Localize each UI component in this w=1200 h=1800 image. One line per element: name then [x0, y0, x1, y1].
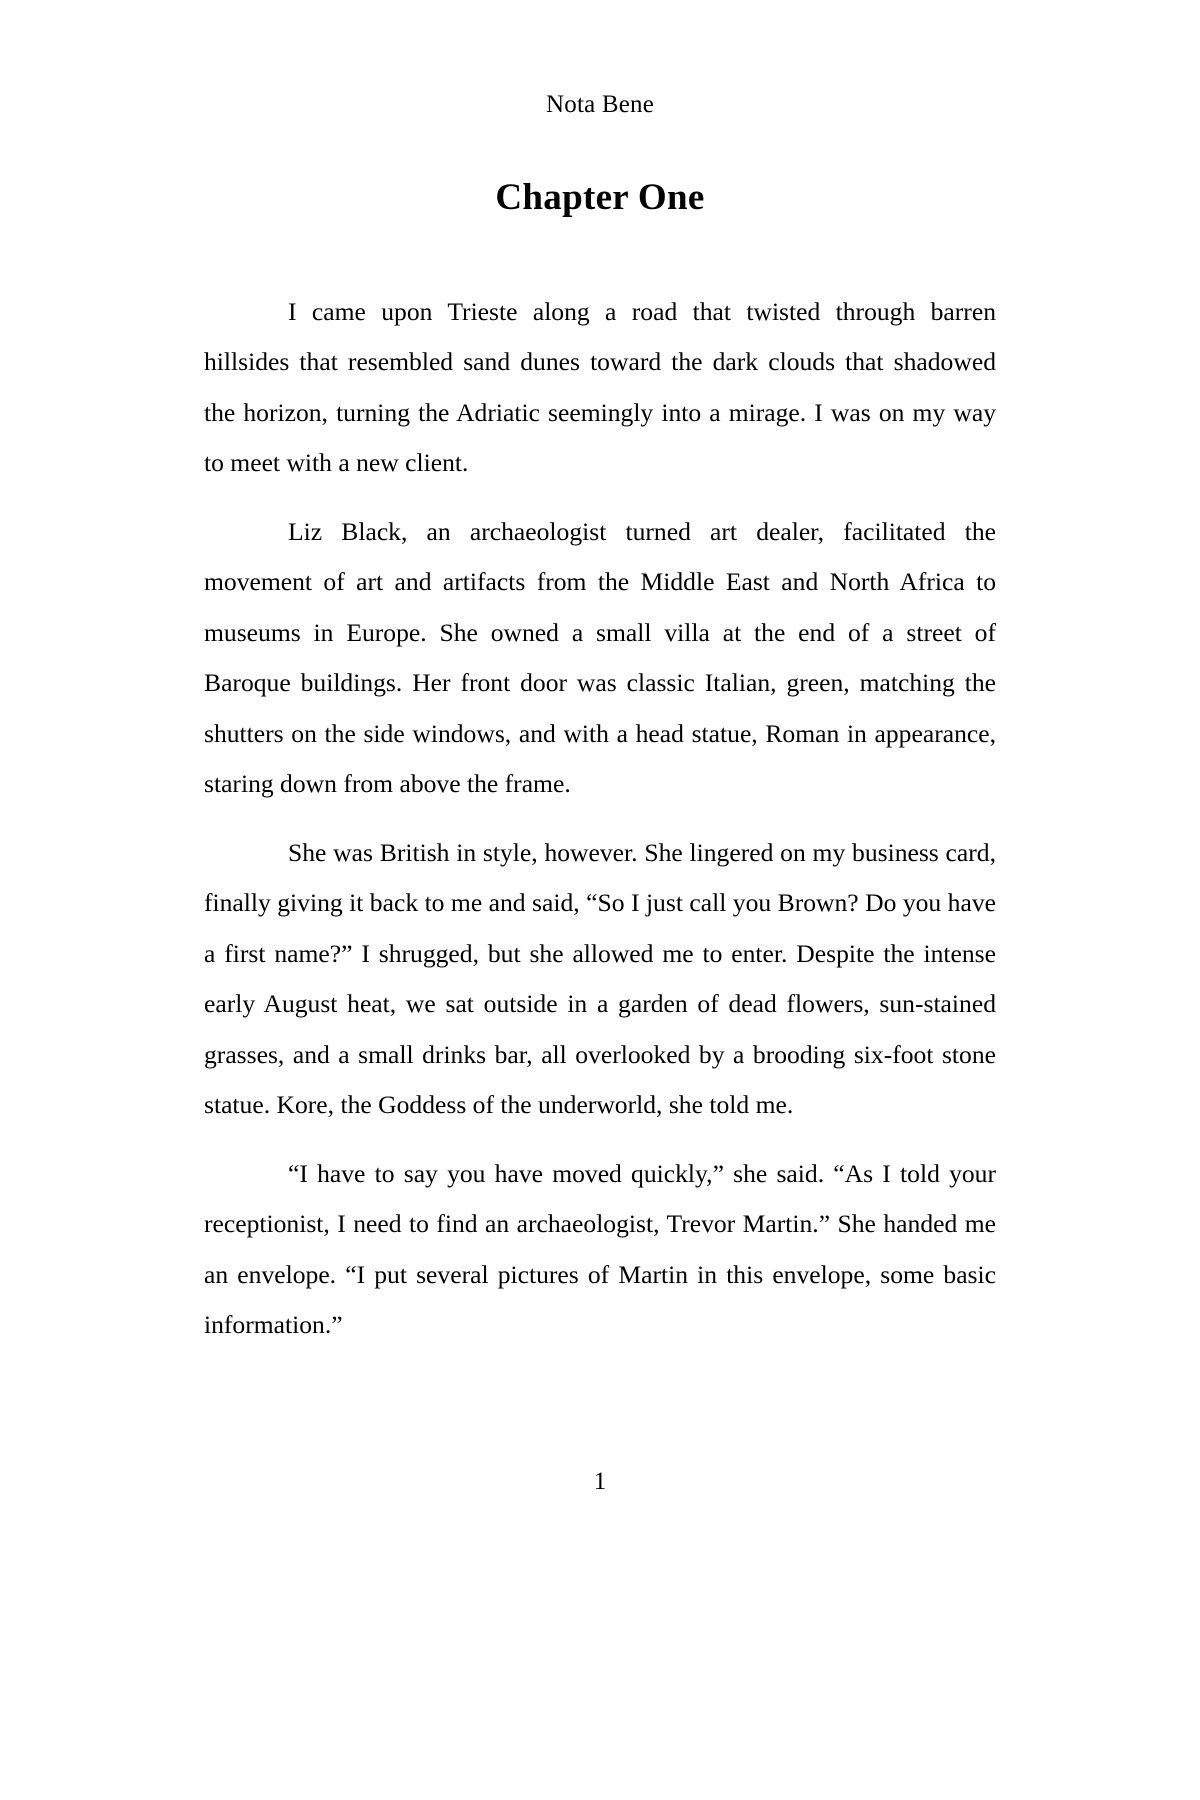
paragraph: “I have to say you have moved quickly,” she said. “As I told your receptionist, I need to find an archaeologist, Trevor Martin.” She handed me an envelope. “I put several pictures of Martin in this envelope, some basic information.” — [204, 1158, 996, 1340]
chapter-title: Chapter One — [495, 177, 705, 218]
paragraph: I came upon Trieste along a road that twisted through barren hillsides that resembled sand dunes toward the dark clouds that shadowed the horizon, turning the Adriatic seemingly into a mirage. I was on my way to meet with a new client. — [204, 296, 996, 478]
page-number: 1 — [593, 1468, 607, 1495]
paragraph: She was British in style, however. She lingered on my business card, finally giving it back to me and said, “So I just call you Brown? Do you have a first name?” I shrugged, but she allowed me to enter. Despite the intense early August heat, we sat outside in a garden of dead flowers, sun-stained grasses, and a small drinks bar, all overlooked by a brooding six-foot stone statue. Kore, the Goddess of the underworld, she told me. — [204, 837, 996, 1120]
paragraph: Liz Black, an archaeologist turned art dealer, facilitated the movement of art and artifacts from the Middle East and North Africa to museums in Europe. She owned a small villa at the end of a street of Baroque buildings. Her front door was classic Italian, green, matching the shutters on the side windows, and with a head statue, Roman in appearance, staring down from above the frame. — [204, 516, 996, 799]
body-text — [204, 287, 996, 1351]
running-header: Nota Bene — [545, 91, 654, 118]
